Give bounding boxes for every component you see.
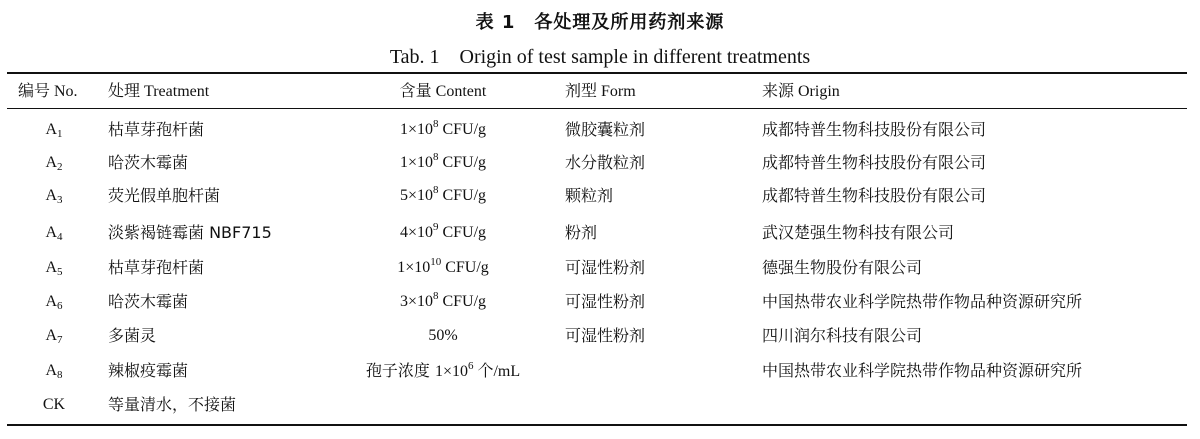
- row-content-unit: CFU/g: [438, 154, 487, 171]
- row-form: [565, 354, 755, 387]
- table-row: [0, 146, 1200, 179]
- row-content-exp: 6: [467, 360, 474, 372]
- row-content-unit: CFU/g: [438, 187, 487, 204]
- row-content-exp: 8: [432, 151, 439, 163]
- row-id-sub: 5: [57, 266, 63, 278]
- table-row: [0, 388, 1200, 421]
- row-id: [18, 319, 90, 352]
- table-row: [0, 285, 1200, 318]
- row-id-sub: 4: [57, 231, 63, 243]
- row-form: 可湿性粉剂: [565, 292, 646, 311]
- row-id-sub: 3: [57, 194, 63, 206]
- row-content: [343, 319, 543, 352]
- row-content: [343, 285, 543, 318]
- table-top-rule: [7, 72, 1187, 74]
- row-treatment: 枯草芽孢杆菌: [108, 258, 205, 277]
- row-treatment: 等量清水，不接菌: [108, 395, 237, 414]
- row-content-base: 1×10: [399, 154, 433, 171]
- row-content: [343, 113, 543, 146]
- table-row: [0, 216, 1200, 249]
- row-id: [18, 216, 90, 249]
- row-content-base: 1×10: [397, 259, 431, 276]
- table-header-rule: [7, 108, 1187, 109]
- row-id: [18, 113, 90, 146]
- row-content: [343, 179, 543, 212]
- row-id-base: A: [45, 187, 58, 204]
- row-origin: 四川润尔科技有限公司: [762, 326, 923, 345]
- row-id: [18, 251, 90, 284]
- row-content: [343, 216, 543, 249]
- table-row: [0, 179, 1200, 212]
- table-title-en: Tab. 1 Origin of test sample in different treatments: [389, 46, 811, 68]
- row-treatment: 哈茨木霉菌: [108, 153, 189, 172]
- row-id: [18, 179, 90, 212]
- row-content: [343, 251, 543, 284]
- row-id-base: A: [45, 293, 58, 310]
- header-treatment: 处理 Treatment: [108, 83, 210, 100]
- row-treatment: 荧光假单胞杆菌: [108, 186, 221, 205]
- row-form: 水分散粒剂: [565, 153, 646, 172]
- row-id-sub: 2: [57, 161, 63, 173]
- row-origin: 成都特普生物科技股份有限公司: [762, 186, 987, 205]
- row-content-exp: 8: [432, 118, 439, 130]
- row-content: [343, 388, 543, 421]
- table-bottom-rule: [7, 424, 1187, 426]
- row-id: [18, 285, 90, 318]
- header-form: 剂型 Form: [565, 83, 636, 100]
- row-treatment: 哈茨木霉菌: [108, 292, 189, 311]
- row-id-sub: 6: [57, 300, 63, 312]
- row-origin: 中国热带农业科学院热带作物品种资源研究所: [762, 361, 1083, 380]
- row-id-sub: 1: [57, 128, 63, 140]
- row-form: 可湿性粉剂: [565, 326, 646, 345]
- row-id-base: A: [45, 121, 58, 138]
- row-treatment: 多菌灵: [108, 326, 157, 345]
- row-origin: [762, 388, 1192, 421]
- row-id-base: A: [45, 224, 58, 241]
- row-content: [343, 354, 543, 387]
- row-id-base: A: [45, 259, 58, 276]
- row-origin: 德强生物股份有限公司: [762, 258, 923, 277]
- row-content-base: 1×10: [399, 121, 433, 138]
- table-row: [0, 113, 1200, 146]
- row-treatment: 淡紫褐链霉菌 NBF715: [108, 223, 272, 242]
- row-id-sub: 7: [57, 334, 63, 346]
- row-form: 可湿性粉剂: [565, 258, 646, 277]
- row-id-base: A: [45, 154, 58, 171]
- row-content-prefix: 孢子浓度: [365, 361, 435, 380]
- row-origin: 武汉楚强生物科技有限公司: [762, 223, 955, 242]
- row-id-sub: 8: [57, 369, 63, 381]
- row-form: 粉剂: [565, 223, 598, 242]
- row-content-exp: 8: [432, 184, 439, 196]
- table-title-cn: 表 1 各处理及所用药剂来源: [475, 12, 725, 33]
- table-row: [0, 354, 1200, 387]
- header-no: 编号 No.: [18, 83, 78, 100]
- row-content-unit: CFU/g: [438, 121, 487, 138]
- row-origin: 成都特普生物科技股份有限公司: [762, 120, 987, 139]
- row-origin: 中国热带农业科学院热带作物品种资源研究所: [762, 292, 1083, 311]
- row-content-base: 4×10: [399, 224, 433, 241]
- row-id: [18, 388, 90, 421]
- row-content-base: 1×10: [434, 363, 468, 380]
- table-row: [0, 251, 1200, 284]
- row-id-base: CK: [42, 396, 66, 413]
- row-id-base: A: [45, 362, 58, 379]
- row-origin: 成都特普生物科技股份有限公司: [762, 153, 987, 172]
- row-content-base: 3×10: [399, 293, 433, 310]
- row-content-base: 5×10: [399, 187, 433, 204]
- row-content-exp: 9: [432, 221, 439, 233]
- row-id: [18, 354, 90, 387]
- row-content: [343, 146, 543, 179]
- row-form: [565, 388, 755, 421]
- row-id: [18, 146, 90, 179]
- table-header-row: [0, 75, 1200, 108]
- header-content: 含量 Content: [399, 83, 487, 100]
- row-content-unit: CFU/g: [438, 224, 487, 241]
- row-content-exp: 10: [430, 256, 442, 268]
- header-origin: 来源 Origin: [762, 83, 840, 100]
- row-id-base: A: [45, 327, 58, 344]
- row-treatment: 辣椒疫霉菌: [108, 361, 189, 380]
- row-content-unit: 个/mL: [473, 363, 521, 380]
- row-content-base: 50%: [428, 327, 458, 344]
- table-row: [0, 319, 1200, 352]
- row-content-unit: CFU/g: [441, 259, 489, 276]
- row-form: 颗粒剂: [565, 186, 614, 205]
- row-content-unit: CFU/g: [438, 293, 487, 310]
- row-form: 微胶囊粒剂: [565, 120, 646, 139]
- row-content-exp: 8: [432, 290, 439, 302]
- row-treatment: 枯草芽孢杆菌: [108, 120, 205, 139]
